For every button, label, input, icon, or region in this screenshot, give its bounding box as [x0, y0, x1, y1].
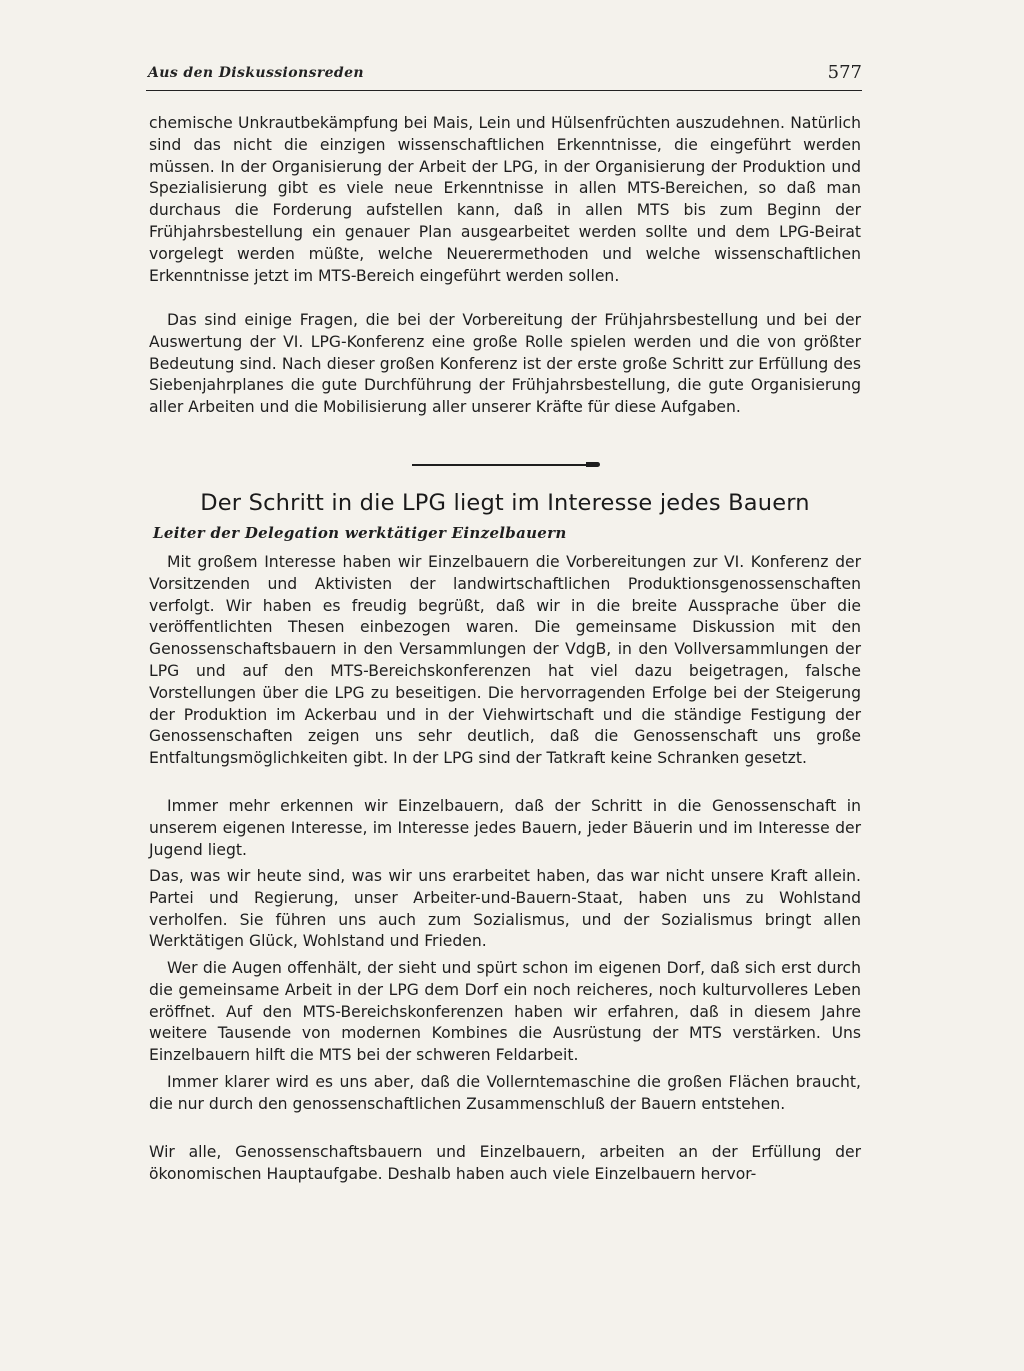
- paragraph: Immer mehr erkennen wir Einzelbauern, daß der Schritt in die Genossenschaft in unserem eigenen Interesse, im Interesse jedes Bauern, jeder Bäuerin und im Interesse der Jugend liegt.: [149, 797, 861, 859]
- paragraph: Immer klarer wird es uns aber, daß die Vollerntemaschine die großen Flächen braucht, die nur durch den genossenschaftlichen Zusammenschluß der Bauern entstehen.: [149, 1073, 861, 1113]
- running-head-title: Aus den Diskussionsreden: [148, 65, 365, 81]
- paragraph: Mit großem Interesse haben wir Einzelbauern die Vorbereitungen zur VI. Konferenz der Vorsitzenden und Aktivisten der landwirtschaftlichen Produktionsgenossenschaften verfolgt. Wir haben es freudig begrüßt, daß wir in die breite Aussprache über die veröffentlichten Thesen einbezogen waren. Die gemeinsame Diskussion mit den Genossenschaftsbauern in den Versammlungen der VdgB, in den Vollversammlungen der LPG und auf den MTS-Bereichskonferenzen hat viel dazu beigetragen, falsche Vorstellungen über die LPG zu beseitigen. Die hervorragenden Erfolge bei der Steigerung der Produktion im Ackerbau und in der Viehwirtschaft und die ständige Festigung der Genossenschaften zeigen uns sehr deutlich, daß die Genossenschaft uns große Entfaltungsmöglichkeiten gibt. In der LPG sind der Tatkraft keine Schranken gesetzt.: [149, 553, 861, 768]
- section-byline: Leiter der Delegation werktätiger Einzelbauern: [153, 524, 567, 542]
- divider-tip: [586, 462, 600, 467]
- divider-line: [412, 464, 592, 466]
- paragraph: Wer die Augen offenhält, der sieht und spürt schon im eigenen Dorf, daß sich erst durch die gemeinsame Arbeit in der LPG dem Dorf ein noch reicheres, noch kulturvolleres Leben eröffnet. Auf den MTS-Bereichskonferenzen haben wir erfahren, daß in diesem Jahre weitere Tausende von modernen Kombines die Ausrüstung der MTS verstärken. Uns Einzelbauern hilft die MTS bei der schweren Feldarbeit.: [149, 959, 861, 1065]
- paragraph: Wir alle, Genossenschaftsbauern und Einzelbauern, arbeiten an der Erfüllung der ökonomischen Hauptaufgabe. Deshalb haben auch viele Einzelbauern hervor-: [149, 1143, 861, 1183]
- paragraph: chemische Unkrautbekämpfung bei Mais, Lein und Hülsenfrüchten auszudehnen. Natürlich sind das nicht die einzigen wissenschaftlichen Erkenntnisse, die eingeführt werden müssen. In der Organisierung der Arbeit der LPG, in der Organisierung der Produktion und Spezialisierung gibt es viele neue Erkenntnisse in allen MTS-Bereichen, so daß man durchaus die Forderung aufstellen kann, daß in allen MTS bis zum Beginn der Frühjahrsbestellung ein genauer Plan ausgearbeitet werden sollte und dem LPG-Beirat vorgelegt werden müßte, welche Neuerermethoden und welche wissenschaftlichen Erkenntnisse jetzt im MTS-Bereich eingeführt werden sollen.: [149, 114, 861, 285]
- section-divider-ornament: [412, 462, 600, 468]
- section-title: Der Schritt in die LPG liegt im Interesse jedes Bauern: [200, 490, 810, 516]
- header-rule: [146, 90, 862, 91]
- page-number: 577: [827, 62, 862, 83]
- paragraph: Das sind einige Fragen, die bei der Vorbereitung der Frühjahrsbestellung und bei der Auswertung der VI. LPG-Konferenz eine große Rolle spielen werden und die von größter Bedeutung sind. Nach dieser großen Konferenz ist der erste große Schritt zur Erfüllung des Siebenjahrplanes die gute Durchführung der Frühjahrsbestellung, die gute Organisierung aller Arbeiten und die Mobilisierung aller unserer Kräfte für diese Aufgaben.: [149, 311, 861, 417]
- running-head: [148, 62, 862, 86]
- paragraph: Das, was wir heute sind, was wir uns erarbeitet haben, das war nicht unsere Kraft allein. Partei und Regierung, unser Arbeiter-und-Bauern-Staat, haben uns zu Wohlstand verholfen. Sie führen uns auch zum Sozialismus, und der Sozialismus bringt allen Werktätigen Glück, Wohlstand und Frieden.: [149, 867, 861, 951]
